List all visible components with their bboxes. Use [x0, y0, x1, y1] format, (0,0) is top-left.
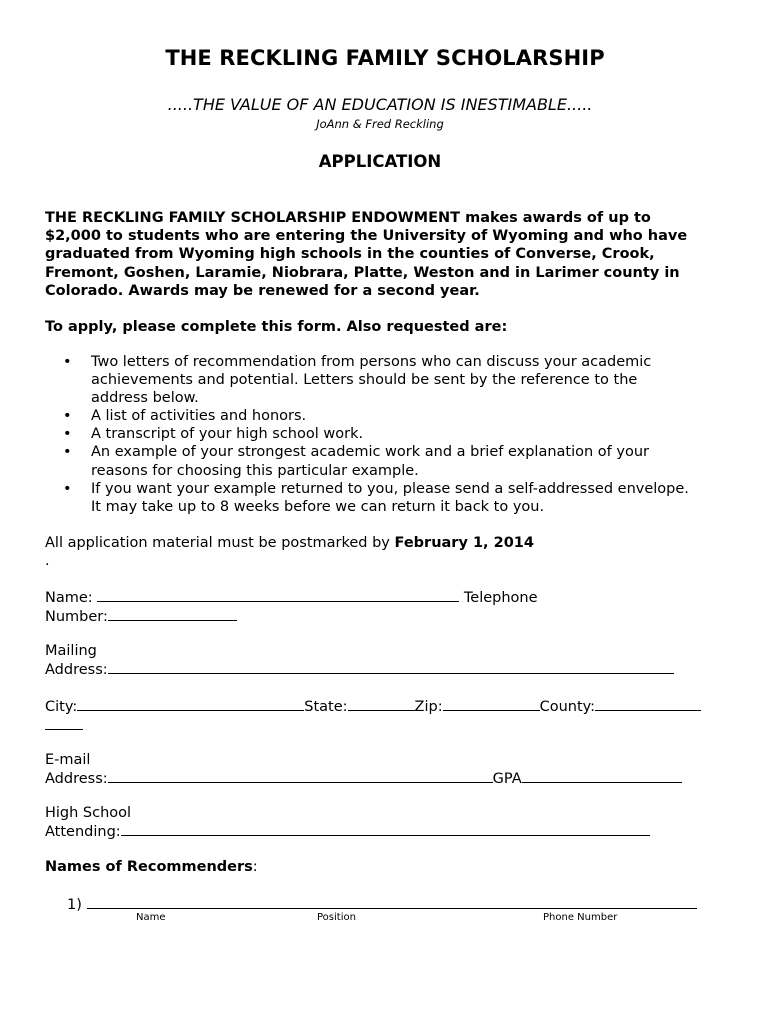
recommender-phone-caption: Phone Number — [543, 912, 618, 923]
deadline-note: All application material must be postmarked by February 1, 2014 . — [45, 535, 534, 569]
mailing-address-field: Mailing Address: — [45, 642, 674, 679]
motto: .....THE VALUE OF AN EDUCATION IS INESTIMABLE..... — [167, 95, 593, 114]
recommender-position-caption: Position — [317, 912, 356, 923]
recommender-blank[interactable] — [87, 895, 697, 909]
authors: JoAnn & Fred Reckling — [316, 117, 444, 131]
list-item: • If you want your example returned to you, please send a self-addressed envelope. It may take up to 8 weeks before we can return it back to you. — [63, 480, 689, 515]
deadline-date: February 1, 2014 — [394, 535, 534, 551]
high-school-field: High School Attending: — [45, 804, 650, 841]
requirements-list — [63, 353, 689, 516]
intro-line: graduated from Wyoming high schools in the counties of Converse, Crook, — [45, 246, 655, 263]
zip-blank[interactable] — [443, 697, 540, 711]
high-school-blank[interactable] — [121, 822, 650, 836]
intro-line: THE RECKLING FAMILY SCHOLARSHIP ENDOWMENT makes awards of up to — [45, 210, 651, 226]
bullet-icon: • — [63, 444, 72, 461]
recommender-name-caption: Name — [136, 912, 166, 923]
intro-line: Colorado. Awards may be renewed for a second year. — [45, 282, 480, 299]
name-phone-field: Name: Telephone Number: — [45, 590, 538, 626]
intro-line: Fremont, Goshen, Laramie, Niobrara, Platte, Weston and in Larimer county in — [45, 264, 680, 281]
list-item: • An example of your strongest academic work and a brief explanation of your reasons for choosing this particular example. — [63, 444, 649, 479]
state-blank[interactable] — [348, 697, 415, 711]
city-blank[interactable] — [77, 697, 304, 711]
intro-paragraph — [45, 209, 735, 300]
bullet-icon: • — [63, 426, 72, 443]
list-item: • A transcript of your high school work. — [63, 426, 364, 443]
bullet-icon: • — [63, 408, 72, 425]
bullet-icon: • — [63, 480, 72, 497]
email-gpa-field: E-mail Address: GPA — [45, 751, 682, 788]
email-blank[interactable] — [108, 769, 493, 783]
name-blank[interactable] — [97, 588, 459, 602]
list-item: • A list of activities and honors. — [63, 408, 307, 425]
city-state-zip-field: City: State: Zip: County: — [45, 697, 701, 735]
gpa-blank[interactable] — [522, 769, 682, 783]
recommender-line: 1) — [67, 895, 697, 914]
bullet-icon: • — [63, 354, 72, 370]
intro-line: $2,000 to students who are entering the University of Wyoming and who have — [45, 228, 688, 245]
recommenders-heading: Names of Recommenders: — [45, 859, 258, 875]
application-heading: APPLICATION — [318, 152, 442, 171]
county-blank-continued[interactable] — [45, 716, 83, 730]
county-blank[interactable] — [595, 697, 701, 711]
apply-instructions: To apply, please complete this form. Also requested are: — [45, 319, 508, 335]
page-title: THE RECKLING FAMILY SCHOLARSHIP — [165, 46, 605, 70]
list-item: • Two letters of recommendation from persons who can discuss your academic achievements and potential. Letters should be sent by the reference to the address below. — [63, 354, 652, 407]
mailing-address-blank[interactable] — [108, 660, 674, 674]
telephone-blank[interactable] — [108, 607, 237, 621]
